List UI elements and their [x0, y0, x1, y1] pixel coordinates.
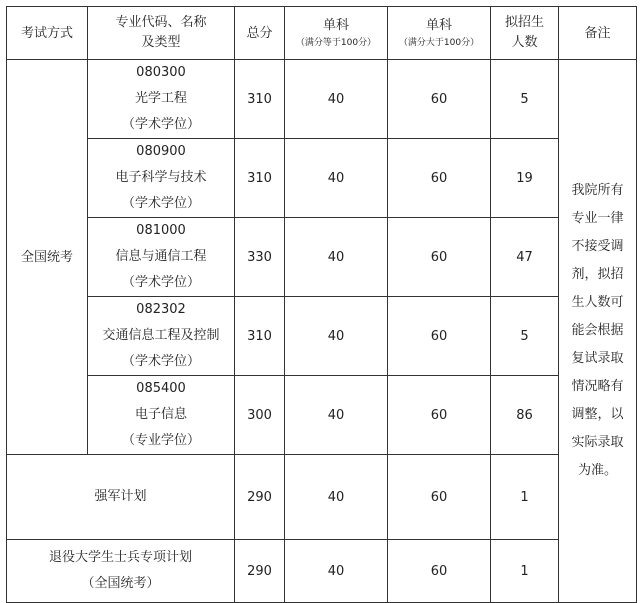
- total-cell: 290: [235, 540, 285, 603]
- enroll-cell: 5: [491, 60, 559, 139]
- single1-cell: 40: [285, 540, 388, 603]
- table-row: [7, 139, 637, 218]
- single2-cell: 60: [388, 297, 491, 376]
- table-row: [7, 218, 637, 297]
- single1-cell: 40: [285, 218, 388, 297]
- single1-cell: 40: [285, 139, 388, 218]
- major-cell: 082302 交通信息工程及控制 （学术学位）: [88, 297, 235, 376]
- table-row: [7, 455, 637, 540]
- admission-score-table: [6, 6, 637, 603]
- major-cell: 081000 信息与通信工程 （学术学位）: [88, 218, 235, 297]
- major-cell: 080300 光学工程 （学术学位）: [88, 60, 235, 139]
- single1-cell: 40: [285, 455, 388, 540]
- single2-cell: 60: [388, 218, 491, 297]
- table-row: [7, 297, 637, 376]
- header-remark: 备注: [559, 7, 637, 60]
- enroll-cell: 19: [491, 139, 559, 218]
- header-single-100: 单科 （满分等于100分）: [285, 7, 388, 60]
- total-cell: 330: [235, 218, 285, 297]
- total-cell: 310: [235, 139, 285, 218]
- single2-cell: 60: [388, 376, 491, 455]
- header-single-gt100: 单科 （满分大于100分）: [388, 7, 491, 60]
- enroll-cell: 47: [491, 218, 559, 297]
- plan-name-cell: 强军计划: [7, 455, 235, 540]
- total-cell: 300: [235, 376, 285, 455]
- header-exam-method: 考试方式: [7, 7, 88, 60]
- single2-cell: 60: [388, 139, 491, 218]
- table-row: [7, 60, 637, 139]
- major-cell: 085400 电子信息 （专业学位）: [88, 376, 235, 455]
- enroll-cell: 1: [491, 540, 559, 603]
- enroll-cell: 86: [491, 376, 559, 455]
- exam-method-cell: 全国统考: [7, 60, 88, 455]
- single1-cell: 40: [285, 376, 388, 455]
- remark-cell: 我院所有 专业一律 不接受调 剂，拟招 生人数可 能会根据 复试录取 情况略有 调整，以 实际录取 为准。: [559, 60, 637, 603]
- plan-name-cell: 退役大学生士兵专项计划 （全国统考）: [7, 540, 235, 603]
- header-row: [7, 7, 637, 60]
- total-cell: 290: [235, 455, 285, 540]
- single2-cell: 60: [388, 540, 491, 603]
- header-major: 专业代码、名称 及类型: [88, 7, 235, 60]
- header-total: 总分: [235, 7, 285, 60]
- enroll-cell: 1: [491, 455, 559, 540]
- enroll-cell: 5: [491, 297, 559, 376]
- table-row: [7, 376, 637, 455]
- single2-cell: 60: [388, 455, 491, 540]
- total-cell: 310: [235, 297, 285, 376]
- single2-cell: 60: [388, 60, 491, 139]
- major-cell: 080900 电子科学与技术 （学术学位）: [88, 139, 235, 218]
- single1-cell: 40: [285, 297, 388, 376]
- header-enroll: 拟招生 人数: [491, 7, 559, 60]
- total-cell: 310: [235, 60, 285, 139]
- table-row: [7, 540, 637, 603]
- single1-cell: 40: [285, 60, 388, 139]
